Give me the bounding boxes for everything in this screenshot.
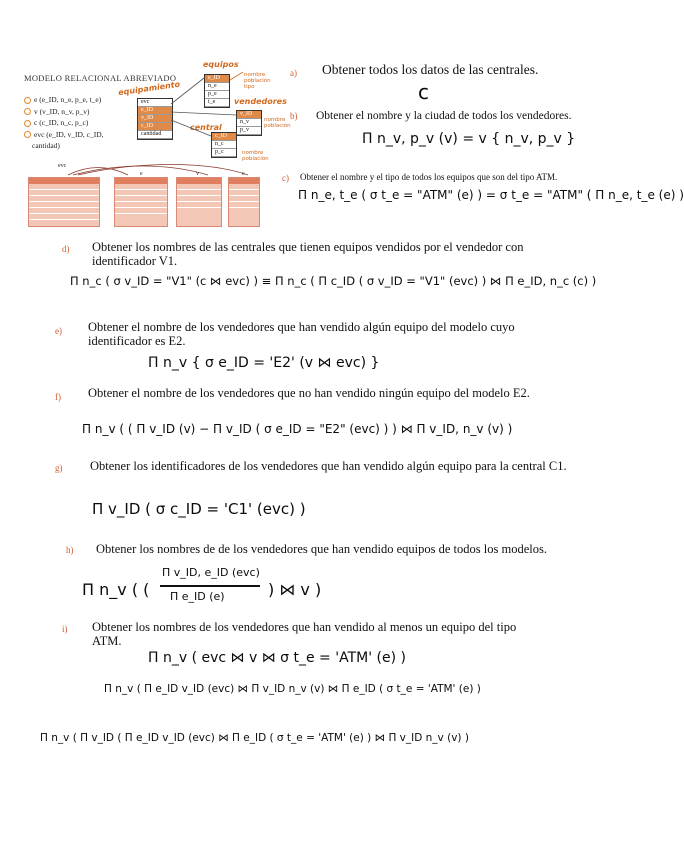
sample-tables — [28, 165, 258, 227]
answer-d: Π n_c ( σ v_ID = "V1" (c ⋈ evc) ) ≡ Π n_c ( Π c_ID ( σ v_ID = "V1" (evc) ) ⋈ Π e_ID, n_c (c) ) — [70, 274, 597, 288]
label-nombre-poblacion-tipo: nombre población tipo — [244, 72, 271, 90]
answer-h — [82, 566, 342, 618]
question-letter-b: b) — [290, 111, 298, 121]
entity-box-c: c_ID n_c p_c — [211, 132, 237, 158]
table-label-evc: evc — [58, 163, 67, 169]
question-letter-d: d) — [62, 244, 70, 254]
question-e-text: Obtener el nombre de los vendedores que han vendido algún equipo del modelo cuyo identificador es E2. — [88, 320, 515, 348]
answer-a: c — [418, 80, 429, 104]
question-f-text: Obtener el nombre de los vendedores que no han vendido ningún equipo del modelo E2. — [88, 386, 530, 400]
question-letter-h: h) — [66, 545, 74, 555]
fraction-bar — [160, 585, 260, 587]
bullet-icon — [24, 108, 31, 115]
entity-box-v: v_ID n_v p_v — [236, 110, 262, 136]
table-c — [228, 177, 260, 227]
entity-box-evc: evc e_ID v_ID c_ID cantidad — [137, 98, 173, 140]
question-g-text: Obtener los identificadores de los vendedores que han vendido algún equipo para la central C1. — [90, 459, 567, 473]
answer-f: Π n_v ( ( Π v_ID (v) − Π v_ID ( σ e_ID = "E2" (evc) ) ) ⋈ Π v_ID, n_v (v) ) — [82, 422, 513, 436]
model-title: MODELO RELACIONAL ABREVIADO — [24, 73, 177, 83]
answer-i-1: Π n_v ( evc ⋈ v ⋈ σ t_e = 'ATM' (e) ) — [148, 650, 406, 666]
relation-list — [24, 94, 104, 152]
table-label-v: v — [196, 171, 199, 177]
answer-i-3: Π n_v ( Π v_ID ( Π e_ID v_ID (evc) ⋈ Π e_ID ( σ t_e = 'ATM' (e) ) ⋈ Π v_ID n_v (v) ) — [40, 732, 469, 744]
bullet-icon — [24, 97, 31, 104]
answer-i-2: Π n_v ( Π e_ID v_ID (evc) ⋈ Π v_ID n_v (v) ⋈ Π e_ID ( σ t_e = 'ATM' (e) ) — [104, 683, 481, 695]
bullet-icon — [24, 131, 31, 138]
question-b-text: Obtener el nombre y la ciudad de todos los vendedores. — [316, 110, 572, 122]
bullet-icon — [24, 120, 31, 127]
label-equipos: equipos — [203, 60, 239, 69]
question-letter-e: e) — [55, 326, 62, 336]
label-c-nombre-poblacion: nombre población — [242, 150, 269, 162]
question-h-text: Obtener los nombres de de los vendedores que han vendido equipos de todos los modelos. — [96, 542, 547, 556]
label-v-nombre-poblacion: nombre población — [264, 117, 291, 129]
question-i-text: Obtener los nombres de los vendedores que han vendido al menos un equipo del tipo ATM. — [92, 620, 517, 648]
question-letter-i: i) — [62, 624, 68, 634]
question-a-text: Obtener todos los datos de las centrales. — [322, 62, 539, 77]
question-letter-g: g) — [55, 463, 63, 473]
entity-box-e: e_ID n_e p_e t_e — [204, 74, 230, 108]
question-letter-c: c) — [282, 173, 289, 183]
relation-c: c (c_ID, n_c, p_c) — [24, 117, 104, 129]
label-central: central — [190, 123, 222, 132]
answer-h-main: Π n_v ( ( — [82, 580, 150, 599]
relation-e: e (e_ID, n_e, p_e, t_e) — [24, 94, 104, 106]
answer-h-denominator: Π e_ID (e) — [170, 590, 225, 603]
table-label-c: c — [242, 171, 245, 177]
table-v — [176, 177, 222, 227]
label-equipamiento: equipamiento — [117, 79, 181, 98]
relation-evc: evc (e_ID, v_ID, c_ID, — [24, 129, 104, 141]
answer-g: Π v_ID ( σ c_ID = 'C1' (evc) ) — [92, 500, 306, 518]
answer-e: Π n_v { σ e_ID = 'E2' (v ⋈ evc) } — [148, 355, 380, 371]
relation-v: v (v_ID, n_v, p_v) — [24, 106, 104, 118]
question-letter-f: f) — [55, 392, 61, 402]
table-e — [114, 177, 168, 227]
relation-evc-cont: cantidad) — [32, 141, 60, 150]
answer-h-numerator: Π v_ID, e_ID (evc) — [162, 566, 260, 579]
question-c-text: Obtener el nombre y el tipo de todos los equipos que son del tipo ATM. — [300, 172, 558, 182]
answer-h-tail: ) ⋈ v ) — [268, 580, 322, 599]
relationship-lines — [130, 60, 290, 170]
label-vendedores: vendedores — [234, 97, 287, 106]
answer-c: Π n_e, t_e ( σ t_e = "ATM" (e) ) = σ t_e = "ATM" ( Π n_e, t_e (e) ) — [298, 188, 684, 202]
question-letter-a: a) — [290, 68, 297, 78]
answer-b: Π n_v, p_v (v) = v { n_v, p_v } — [362, 131, 576, 147]
table-evc — [28, 177, 100, 227]
question-d-text: Obtener los nombres de las centrales que tienen equipos vendidos por el vendedor con identificador V1. — [92, 240, 524, 268]
table-label-e: e — [140, 171, 143, 177]
